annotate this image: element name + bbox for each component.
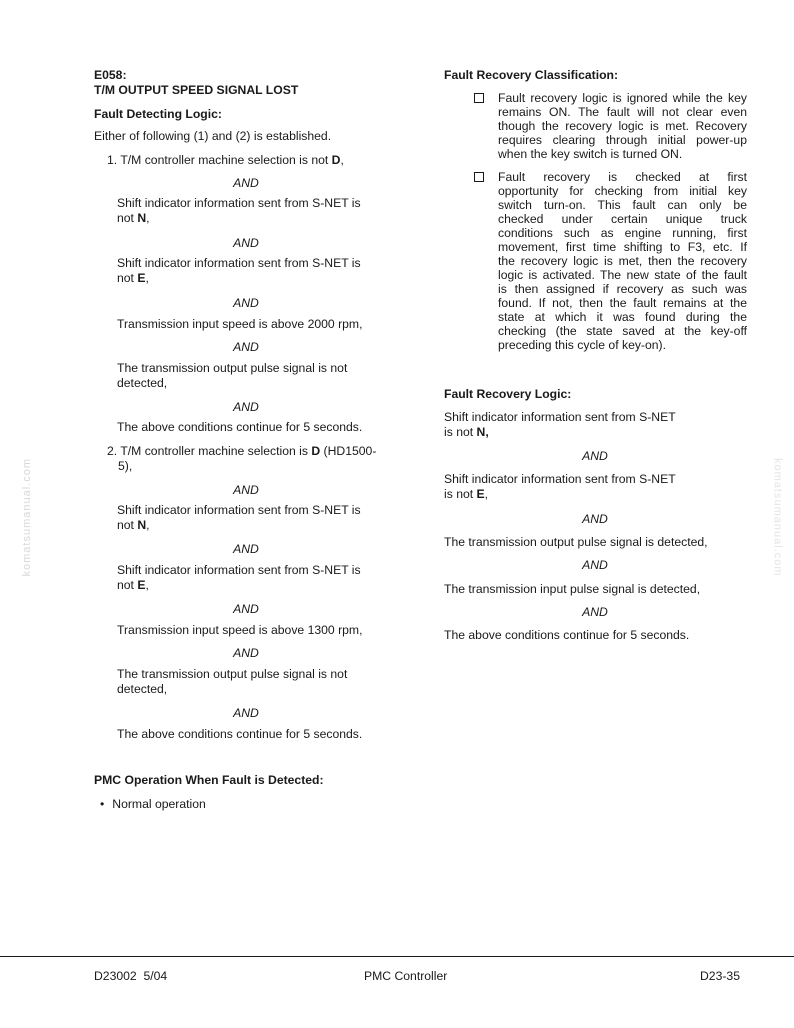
is-not-text: is not: [444, 486, 477, 501]
condition-1-duration: The above conditions continue for 5 seconds.: [117, 420, 363, 434]
condition-2-line2: 5),: [118, 458, 133, 473]
pmc-operation-text: Normal operation: [112, 797, 206, 811]
condition-2-shift-n: [117, 503, 387, 532]
footer-title: PMC Controller: [364, 969, 448, 983]
footer-doc-id: D23002 5/04: [94, 969, 168, 983]
condition-1-shift-e-line1: Shift indicator information sent from S-NET is: [117, 256, 361, 270]
bullet: •: [100, 797, 105, 811]
recovery-shift-e-line2: [444, 487, 744, 502]
recovery-option-1-line: Fault recovery logic is ignored while the key: [498, 91, 747, 105]
comma: ,: [145, 270, 149, 285]
fault-recovery-logic-heading: Fault Recovery Logic:: [444, 387, 572, 401]
and-connector: AND: [233, 706, 259, 720]
recovery-option-2-line: movement, first time shifting to F3, etc. If: [498, 240, 747, 254]
fault-detecting-heading: Fault Detecting Logic:: [94, 107, 222, 121]
watermark-right: komatsumanual.com: [771, 458, 784, 577]
comma: ,: [145, 577, 149, 592]
comma: ,: [146, 210, 150, 225]
condition-1-shift-e-line2: [117, 271, 387, 286]
condition-1-speed: Transmission input speed is above 2000 rpm,: [117, 317, 363, 331]
not-text: not: [117, 517, 138, 532]
not-text: not: [117, 270, 138, 285]
condition-2-heading: [107, 444, 407, 473]
recovery-option-2-line: checked under certain unique truck: [498, 212, 747, 226]
and-connector: AND: [233, 646, 259, 660]
recovery-option-2-line: found. If not, then the fault remains at the: [498, 296, 747, 310]
and-connector: AND: [582, 449, 608, 463]
footer-divider: [0, 956, 794, 957]
condition-2-duration: The above conditions continue for 5 seconds.: [117, 727, 363, 741]
not-text: not: [117, 210, 138, 225]
condition-1-shift-n-line2: [117, 211, 387, 226]
condition-2-shift-e-line2: [117, 578, 387, 593]
recovery-option-2-line: opportunity for checking from initial key: [498, 184, 747, 198]
recovery-option-2-line: switch turn-on. This fault can only be: [498, 198, 747, 212]
pmc-operation-heading: PMC Operation When Fault is Detected:: [94, 773, 324, 787]
condition-2-letter: D: [311, 444, 321, 458]
fault-detecting-intro: Either of following (1) and (2) is established.: [94, 129, 332, 143]
recovery-option-2-line: checking (the state saved at the key-off: [498, 324, 747, 338]
watermark-left: komatsumanual.com: [21, 458, 33, 577]
condition-1-shift-n: [117, 196, 387, 225]
condition-2-pulse-line2: detected,: [117, 681, 168, 696]
not-text: not: [117, 577, 138, 592]
recovery-option-1-line: though the recovery logic is met. Recovery: [498, 119, 747, 133]
recovery-option-1-line: when the key switch is turned ON.: [498, 147, 683, 161]
footer-page-number: D23-35: [700, 969, 740, 983]
condition-1-text: 1. T/M controller machine selection is not: [107, 153, 332, 167]
fault-title: T/M OUTPUT SPEED SIGNAL LOST: [94, 83, 299, 97]
recovery-option-2-line: Fault recovery is checked at first: [498, 170, 747, 184]
e-letter: E: [137, 270, 146, 285]
recovery-shift-n: [444, 410, 744, 439]
and-connector: AND: [233, 400, 259, 414]
and-connector: AND: [233, 236, 259, 250]
recovery-duration: The above conditions continue for 5 seconds.: [444, 628, 690, 642]
and-connector: AND: [233, 296, 259, 310]
recovery-option-2-line: preceding this cycle of key-on).: [498, 338, 666, 352]
condition-1-shift-e: [117, 256, 387, 285]
recovery-shift-n-line1: Shift indicator information sent from S-NET: [444, 410, 676, 424]
and-connector: AND: [233, 483, 259, 497]
fault-code: E058:: [94, 68, 127, 82]
recovery-option-2-line: state at which it was found during the: [498, 310, 747, 324]
comma: ,: [484, 486, 489, 501]
recovery-option-2-line: is then assigned if recovery as such was: [498, 282, 747, 296]
condition-2-shift-e: [117, 563, 387, 592]
e-letter: E: [476, 486, 485, 501]
recovery-shift-n-line2: [444, 425, 744, 440]
recovery-option-1-line: requires clearing through initial power-up: [498, 133, 747, 147]
condition-1-pulse-line2: detected,: [117, 375, 168, 390]
recovery-option-2: [498, 170, 747, 352]
condition-1-suffix: ,: [340, 153, 344, 167]
is-not-text: is not: [444, 424, 477, 439]
checkbox-icon: [474, 93, 484, 103]
and-connector: AND: [233, 176, 259, 190]
condition-2-shift-e-line1: Shift indicator information sent from S-NET is: [117, 563, 361, 577]
condition-2-shift-n-line2: [117, 518, 387, 533]
recovery-option-2-line: logic is activated. The new state of the fault: [498, 268, 747, 282]
recovery-option-1: [498, 91, 747, 161]
n-letter: N: [137, 210, 147, 225]
and-connector: AND: [233, 340, 259, 354]
recovery-output-pulse: The transmission output pulse signal is detected,: [444, 535, 708, 549]
and-connector: AND: [233, 542, 259, 556]
fault-recovery-classification-heading: Fault Recovery Classification:: [444, 68, 619, 82]
condition-1-pulse: [117, 361, 387, 390]
n-letter: N,: [476, 424, 489, 439]
and-connector: AND: [233, 602, 259, 616]
and-connector: AND: [582, 605, 608, 619]
condition-2-speed: Transmission input speed is above 1300 rpm,: [117, 623, 363, 637]
condition-1-letter: D: [331, 153, 341, 167]
pmc-operation-item: [100, 797, 206, 812]
comma: ,: [146, 517, 150, 532]
recovery-shift-e-line1: Shift indicator information sent from S-NET: [444, 472, 676, 486]
condition-2-text: 2. T/M controller machine selection is: [107, 444, 312, 458]
checkbox-icon: [474, 172, 484, 182]
recovery-input-pulse: The transmission input pulse signal is detected,: [444, 582, 701, 596]
condition-1-heading: [107, 153, 344, 168]
condition-1-pulse-line1: The transmission output pulse signal is not: [117, 361, 348, 375]
and-connector: AND: [582, 558, 608, 572]
condition-2-suffix: (HD1500-: [320, 444, 377, 458]
condition-1-shift-n-line1: Shift indicator information sent from S-NET is: [117, 196, 361, 210]
condition-2-shift-n-line1: Shift indicator information sent from S-NET is: [117, 503, 361, 517]
recovery-shift-e: [444, 472, 744, 501]
recovery-option-1-line: remains ON. The fault will not clear even: [498, 105, 747, 119]
n-letter: N: [137, 517, 147, 532]
condition-2-pulse-line1: The transmission output pulse signal is not: [117, 667, 348, 681]
condition-2-pulse: [117, 667, 387, 696]
e-letter: E: [137, 577, 146, 592]
and-connector: AND: [582, 512, 608, 526]
recovery-option-2-line: the recovery logic is met, then the recovery: [498, 254, 747, 268]
recovery-option-2-line: conditions such as engine running, first: [498, 226, 747, 240]
condition-2-line1: [107, 444, 407, 459]
